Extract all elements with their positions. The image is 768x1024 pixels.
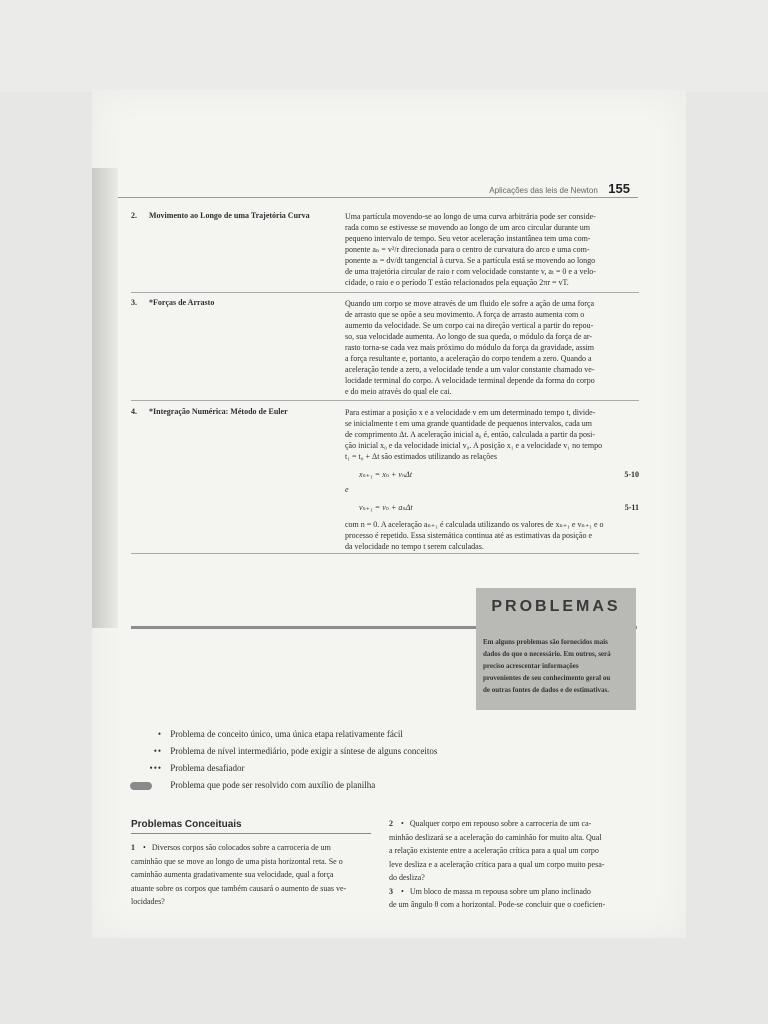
text-line: de uma trajetória circular de raio r com velocidade constante v, aₜ = 0 e a velo- [345, 267, 596, 276]
text-line: da velocidade no tempo t serem calculadas. [345, 542, 484, 551]
text-line: ção inicial x₀ e da velocidade inicial v₀. A posição x₁ e a velocidade v₁ no tempo [345, 441, 603, 450]
one-dot-icon: • [157, 729, 162, 739]
text-line: so, sua velocidade aumenta. Ao longo de sua queda, o módulo da força de ar- [345, 332, 593, 341]
text-line: caminhão aumenta gradativamente sua velocidade, qual a força [131, 870, 334, 879]
page-number: 155 [608, 181, 630, 196]
legend-text: Problema de nível intermediário, pode exigir a síntese de alguns conceitos [170, 746, 438, 756]
problems-note [483, 636, 631, 696]
problem-1 [131, 842, 377, 910]
topic-divider [131, 292, 639, 293]
text-line: aumento da velocidade. Se um corpo cai na direção vertical a partir do repou- [345, 321, 594, 330]
equation-text: xₙ₊₁ = xₙ + vₙΔt [359, 470, 413, 479]
topic-body [345, 211, 639, 288]
topic-number: 4. [131, 407, 137, 416]
text-line: 3 • Um bloco de massa m repousa sobre um plano inclinado [389, 886, 591, 896]
text-line: atuante sobre os corpos que também causará o aumento de suas ve- [131, 883, 347, 893]
text-line: com n = 0. A aceleração aₙ₊₁ é calculada utilizando os valores de xₙ₊₁ e vₙ₊₁ e o [345, 520, 604, 529]
text-line: rasto torna-se cada vez mais próximo do módulo da força da gravidade, assim [345, 343, 595, 352]
text-line: a força resultante e, portanto, a aceleração do corpo tendem a zero. Quando a [345, 354, 592, 363]
text-line: Uma partícula movendo-se ao longo de uma curva arbitrária pode ser conside- [345, 212, 596, 221]
text-line: minhão deslizará se a aceleração do caminhão for muito alta. Qual [389, 832, 602, 842]
text-line: de comprimento Δt. A aceleração inicial a₀ é, então, calculada a partir da posi- [345, 430, 596, 439]
topic-title: *Integração Numérica: Método de Euler [149, 407, 288, 416]
difficulty-dot: • [401, 886, 404, 896]
legend-text: Problema desafiador [170, 763, 245, 773]
problem-number: 1 [131, 843, 135, 852]
topic-body [345, 407, 639, 552]
difficulty-dot: • [143, 843, 146, 852]
text-line: 2 • Qualquer corpo em repouso sobre a carroceria de um ca- [389, 819, 592, 828]
text-line: de arrasto que se opõe a seu movimento. A força de arrasto aumenta com o [345, 310, 585, 319]
section-rule [131, 833, 371, 834]
text-line: leve desliza e a aceleração crítica para a qual um corpo muito pesa- [389, 859, 605, 869]
equation-number: 5-11 [624, 503, 639, 512]
legend-item [130, 760, 437, 777]
text-line: locidades? [131, 897, 165, 906]
two-dots-icon: •• [153, 746, 162, 756]
header-rule [118, 197, 638, 198]
page-binding-shadow [92, 168, 118, 628]
topic-title: Movimento ao Longo de uma Trajetória Curva [149, 211, 310, 220]
legend-item [130, 743, 437, 760]
topic-number: 2. [131, 211, 137, 220]
text-line: do desliza? [389, 873, 425, 882]
note-line: preciso acrescentar informações [483, 662, 579, 670]
text-line: ponente aₙ = v²/r direcionada para o centro de curvatura do arco e uma com- [345, 245, 590, 254]
topic-divider [131, 400, 639, 401]
note-line: provenientes de seu conhecimento geral ou [483, 674, 611, 682]
difficulty-legend [130, 726, 437, 794]
note-line: Em alguns problemas são fornecidos mais [483, 638, 608, 646]
text-line: rada como se estivesse se movendo ao longo de um arco circular durante um [345, 223, 591, 232]
problem-number: 2 [389, 819, 393, 828]
equation-text: vₙ₊₁ = vₙ + aₙΔt [359, 503, 413, 512]
legend-item [130, 726, 437, 743]
problems-box [476, 588, 636, 710]
equation-5-10 [345, 468, 639, 482]
problems-title: PROBLEMAS [491, 598, 621, 615]
text-line: 1 • Diversos corpos são colocados sobre a carroceria de um [131, 843, 331, 852]
text-line: processo é repetido. Essa sistemática continua até as estimativas da posição e [345, 531, 593, 540]
note-line: de outras fontes de dados e de estimativas. [483, 686, 609, 694]
problems-2-3 [389, 818, 637, 913]
difficulty-dot: • [401, 819, 404, 828]
text-line: pequeno intervalo de tempo. Seu vetor aceleração instantânea tem uma com- [345, 234, 591, 243]
text-line: e do meio através do qual ele cai. [345, 387, 452, 396]
text-line: a relação existente entre a aceleração crítica para a qual um corpo [389, 846, 599, 855]
spreadsheet-oval-icon [130, 782, 152, 790]
text-line: aceleração tende a zero, a velocidade tende a um valor constante chamado ve- [345, 365, 595, 374]
equation-connector: e [345, 485, 349, 494]
topic-title: *Forças de Arrasto [149, 298, 215, 307]
legend-item [130, 777, 437, 794]
legend-text: Problema que pode ser resolvido com auxílio de planilha [170, 780, 376, 790]
topic-body [345, 298, 639, 397]
three-dots-icon: ••• [149, 763, 162, 773]
text-line: Para estimar a posição x e a velocidade v em um determinado tempo t, divide- [345, 408, 596, 417]
text-line: ponente aₜ = dv/dt tangencial à curva. Se a partícula está se movendo ao longo [345, 256, 596, 265]
text-line: cidade, o raio e o período T estão relacionados pela equação 2πr = vT. [345, 278, 569, 287]
equation-5-11 [345, 501, 639, 515]
text-line: se inicialmente t em uma grande quantidade de pequenos intervalos, cada um [345, 419, 593, 428]
legend-text: Problema de conceito único, uma única etapa relativamente fácil [170, 729, 403, 739]
running-head: Aplicações das leis de Newton [489, 186, 598, 195]
note-line: dados do que o necessário. Em outros, será [483, 650, 611, 658]
problem-number: 3 [389, 886, 393, 896]
page-header [489, 181, 630, 196]
text-line: locidade terminal do corpo. A velocidade terminal depende da forma do corpo [345, 376, 595, 385]
scan-background [0, 0, 768, 92]
section-title: Problemas Conceituais [131, 819, 242, 830]
text-line: de um ângulo θ com a horizontal. Pode-se concluir que o coeficien- [389, 900, 606, 909]
topic-divider [131, 553, 639, 554]
topic-number: 3. [131, 298, 137, 307]
equation-number: 5-10 [624, 470, 639, 479]
text-line: caminhão que se move ao longo de uma pista horizontal reta. Se o [131, 856, 343, 866]
text-line: t₁ = t₀ + Δt são estimados utilizando as relações [345, 452, 497, 461]
text-line: Quando um corpo se move através de um fluido ele sofre a ação de uma força [345, 299, 595, 308]
